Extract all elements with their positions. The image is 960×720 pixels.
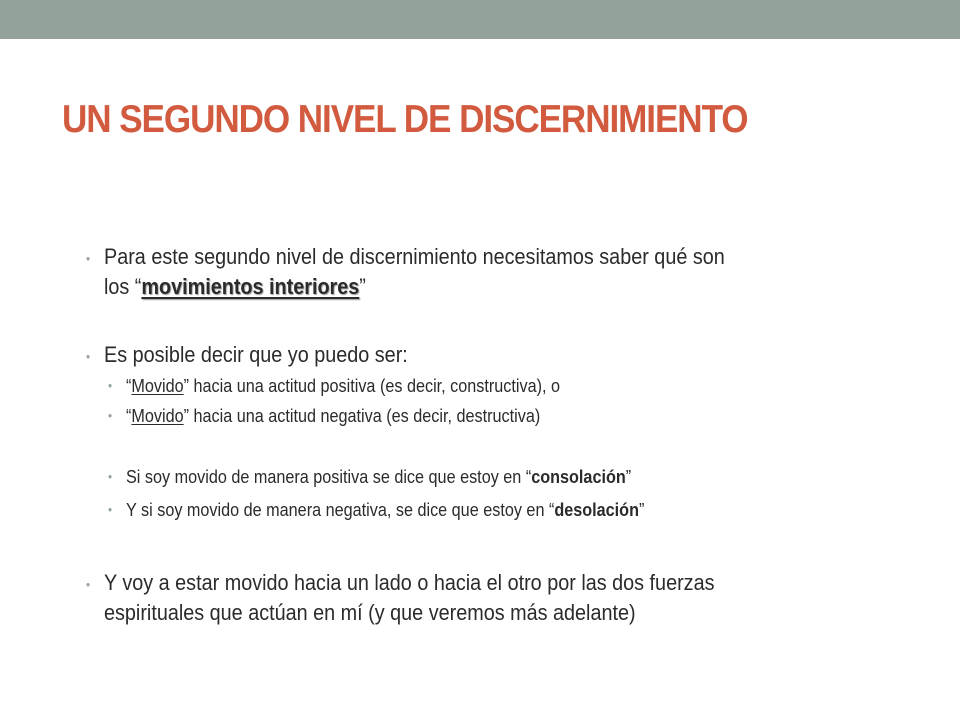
- top-accent-bar: [0, 0, 960, 39]
- bullet-line: Para este segundo nivel de discernimiento necesitamos saber qué son: [104, 244, 725, 269]
- underlined-term: Movido: [131, 406, 184, 426]
- bullet-line: Y voy a estar movido hacia un lado o hacia el otro por las dos fuerzas: [104, 570, 715, 595]
- text-segment: ”: [359, 274, 366, 299]
- sub-bullet-consolacion: [108, 465, 828, 489]
- bullet-icon: •: [108, 378, 113, 393]
- text-segment: ”: [638, 500, 645, 520]
- emphasized-term: movimientos interiores: [141, 274, 360, 299]
- slide-title: UN SEGUNDO NIVEL DE DISCERNIMIENTO: [62, 98, 748, 141]
- bullet-item-movimientos: [86, 242, 806, 302]
- bullet-icon: •: [86, 349, 91, 364]
- sub-bullet-movido-negativo: [108, 404, 828, 428]
- bullet-line: Es posible decir que yo puedo ser:: [104, 342, 408, 367]
- bullet-icon: •: [108, 408, 113, 423]
- bullet-line: espirituales que actúan en mí (y que veremos más adelante): [104, 600, 636, 625]
- bold-term: consolación: [531, 467, 626, 487]
- bullet-icon: •: [108, 502, 113, 517]
- text-segment: Si soy movido de manera positiva se dice que estoy en “: [126, 467, 532, 487]
- text-segment: ” hacia una actitud negativa (es decir, destructiva): [183, 406, 541, 426]
- bullet-item-fuerzas: [86, 568, 806, 628]
- text-segment: Y si soy movido de manera negativa, se dice que estoy en “: [126, 500, 555, 520]
- bold-term: desolación: [554, 500, 639, 520]
- underlined-term: Movido: [131, 376, 184, 396]
- text-segment: ” hacia una actitud positiva (es decir, constructiva), o: [183, 376, 561, 396]
- sub-bullet-desolacion: [108, 498, 828, 522]
- text-segment: ”: [625, 467, 632, 487]
- text-segment: los “: [104, 274, 142, 299]
- sub-bullet-movido-positivo: [108, 374, 828, 398]
- bullet-item-posible: [86, 340, 806, 370]
- bullet-icon: •: [108, 469, 113, 484]
- bullet-icon: •: [86, 251, 91, 266]
- text-segment: “: [126, 406, 132, 426]
- bullet-line: [104, 272, 806, 302]
- text-segment: “: [126, 376, 132, 396]
- bullet-icon: •: [86, 577, 91, 592]
